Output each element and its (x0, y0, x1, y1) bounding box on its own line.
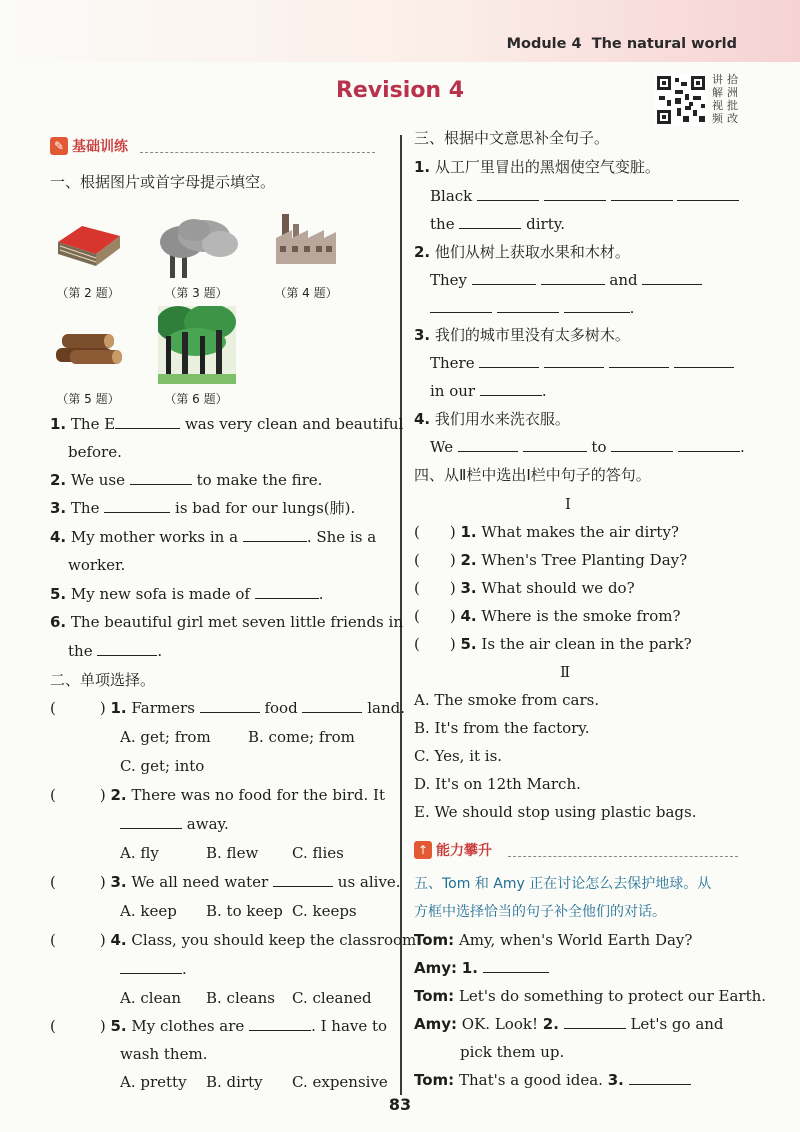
s2-q5: ( ) 5. My clothes are . I have to (50, 1017, 388, 1035)
section4-heading: 四、从Ⅱ栏中选出Ⅰ栏中句子的答句。 (414, 466, 651, 484)
answer-blank[interactable] (255, 584, 319, 599)
s2-q1: ( ) 1. Farmers food land. (50, 699, 406, 717)
badge-label: 能力攀升 (436, 843, 492, 859)
s4-answer-e: E. We should stop using plastic bags. (414, 803, 697, 821)
caption-3: （第 3 题） (164, 286, 228, 300)
page-number: 83 (388, 1095, 412, 1114)
answer-blank[interactable] (249, 1016, 311, 1031)
s2-q5-option-b[interactable]: B. dirty (206, 1073, 263, 1091)
s1-q1: 1. The E was very clean and beautiful (50, 415, 404, 433)
pencil-icon: ✎ (50, 137, 68, 155)
s2-q1-option-a[interactable]: A. get; from (120, 728, 211, 746)
s2-q2-cont: away. (120, 814, 229, 834)
answer-blank[interactable] (120, 814, 182, 829)
qr-caption: 讲 拾 解 洲 视 批 频 改 (712, 73, 738, 125)
answer-blank[interactable] (200, 698, 260, 713)
factory-image (270, 210, 340, 268)
caption-5: （第 5 题） (56, 392, 120, 406)
header-band (0, 0, 800, 62)
s2-q2-option-c[interactable]: C. flies (292, 844, 344, 862)
answer-paren[interactable] (56, 873, 100, 887)
s3-q4-line1: We to . (430, 438, 745, 456)
answer-blank[interactable] (243, 527, 307, 542)
s2-q2-option-b[interactable]: B. flew (206, 844, 259, 862)
answer-paren[interactable] (56, 699, 100, 713)
book-image (52, 222, 122, 268)
s3-q3-line1: There (430, 353, 734, 373)
s2-q4-cont: . (120, 959, 187, 979)
answer-paren[interactable] (420, 551, 450, 565)
section5-heading-2: 方框中选择恰当的句子补全他们的对话。 (414, 904, 666, 920)
answer-paren[interactable] (56, 931, 100, 945)
s4-answer-c: C. Yes, it is. (414, 747, 503, 765)
s4-q4: ( ) 4. Where is the smoke from? (414, 607, 681, 625)
s4-q5: ( ) 5. Is the air clean in the park? (414, 635, 692, 653)
s2-q5-option-a[interactable]: A. pretty (120, 1073, 187, 1091)
caption-2: （第 2 题） (56, 286, 120, 300)
basic-training-badge (50, 136, 128, 156)
column-2-label: Ⅱ (560, 663, 571, 681)
badge-underline (140, 152, 375, 153)
page-title: Revision 4 (335, 78, 465, 103)
ability-badge (414, 840, 492, 860)
s1-q1-cont: before. (68, 443, 122, 461)
rocket-icon: ↑ (414, 841, 432, 859)
s2-q3: ( ) 3. We all need water us alive. (50, 873, 401, 891)
answer-paren[interactable] (56, 1017, 100, 1031)
answer-blank[interactable] (115, 414, 180, 429)
answer-blank[interactable] (273, 872, 333, 887)
dialog-line-3: Tom: Let's do something to protect our Earth. (414, 987, 767, 1005)
s4-answer-a: A. The smoke from cars. (414, 691, 600, 709)
s4-answer-d: D. It's on 12th March. (414, 775, 581, 793)
s2-q4: ( ) 4. Class, you should keep the classroom (50, 931, 417, 949)
answer-paren[interactable] (420, 523, 450, 537)
caption-4: （第 4 题） (274, 286, 338, 300)
answer-blank[interactable] (483, 958, 549, 973)
s4-q1: ( ) 1. What makes the air dirty? (414, 523, 679, 541)
s1-q4: 4. My mother works in a . She is a (50, 528, 377, 546)
s1-q2: 2. We use to make the fire. (50, 471, 323, 489)
s2-q4-option-b[interactable]: B. cleans (206, 989, 275, 1007)
s2-q3-option-a[interactable]: A. keep (120, 902, 177, 920)
dialog-line-2: Amy: 1. (414, 958, 549, 978)
caption-6: （第 6 题） (164, 392, 228, 406)
section1-heading: 一、根据图片或首字母提示填空。 (50, 173, 276, 191)
answer-blank[interactable] (120, 959, 182, 974)
s2-q1-option-c[interactable]: C. get; into (120, 757, 205, 775)
module-label: Module 4 (506, 36, 582, 52)
s4-q3: ( ) 3. What should we do? (414, 579, 635, 597)
s1-q6: 6. The beautiful girl met seven little friends in (50, 613, 403, 631)
s2-q1-option-b[interactable]: B. come; from (248, 728, 355, 746)
s3-q2-line1: They and (430, 270, 702, 290)
column-1-label: Ⅰ (565, 495, 571, 513)
dialog-line-4-cont: pick them up. (460, 1043, 565, 1061)
answer-blank[interactable] (302, 698, 362, 713)
s3-q1-cn: 1. 从工厂里冒出的黑烟使空气变脏。 (414, 158, 660, 176)
badge-label: 基础训练 (72, 139, 128, 155)
s3-q1-line1: Black (430, 186, 739, 206)
s3-q3-cn: 3. 我们的城市里没有太多树木。 (414, 326, 630, 344)
answer-blank[interactable] (130, 470, 192, 485)
s2-q3-option-b[interactable]: B. to keep (206, 902, 283, 920)
answer-blank[interactable] (564, 1014, 626, 1029)
forest-image (158, 306, 236, 384)
module-header (507, 36, 737, 52)
s1-q4-cont: worker. (68, 556, 126, 574)
section2-heading: 二、单项选择。 (50, 671, 156, 689)
dialog-line-1: Tom: Amy, when's World Earth Day? (414, 931, 693, 949)
answer-paren[interactable] (420, 635, 450, 649)
s4-q2: ( ) 2. When's Tree Planting Day? (414, 551, 688, 569)
badge-underline (508, 856, 738, 857)
dialog-line-5: Tom: That's a good idea. 3. (414, 1070, 691, 1090)
answer-paren[interactable] (420, 579, 450, 593)
answer-blank[interactable] (629, 1070, 691, 1085)
answer-blank[interactable] (104, 498, 170, 513)
s1-q3: 3. The is bad for our lungs(肺). (50, 499, 356, 517)
s1-q5: 5. My new sofa is made of . (50, 585, 324, 603)
s2-q5-option-c[interactable]: C. expensive (292, 1073, 388, 1091)
s3-q1-line2: the dirty. (430, 215, 565, 233)
smoke-image (152, 212, 240, 280)
section3-heading: 三、根据中文意思补全句子。 (414, 129, 610, 147)
s2-q4-option-a[interactable]: A. clean (120, 989, 182, 1007)
qr-code-icon[interactable] (655, 74, 707, 126)
s4-answer-b: B. It's from the factory. (414, 719, 590, 737)
s2-q5-cont: wash them. (120, 1045, 208, 1063)
s3-q3-line2: in our . (430, 382, 547, 400)
s2-q3-option-c[interactable]: C. keeps (292, 902, 357, 920)
answer-blank[interactable] (97, 641, 157, 656)
wood-logs-image (54, 330, 124, 370)
dialog-line-4: Amy: OK. Look! 2. Let's go and (414, 1015, 724, 1033)
section5-heading-1: 五、Tom 和 Amy 正在讨论怎么去保护地球。从 (414, 876, 712, 892)
answer-paren[interactable] (56, 786, 100, 800)
s2-q2-option-a[interactable]: A. fly (120, 844, 159, 862)
answer-paren[interactable] (420, 607, 450, 621)
topic-label: The natural world (591, 36, 737, 52)
s1-q6-cont: the . (68, 642, 163, 660)
s3-q4-cn: 4. 我们用水来洗衣服。 (414, 410, 570, 428)
s2-q4-option-c[interactable]: C. cleaned (292, 989, 372, 1007)
s3-q2-cn: 2. 他们从树上获取水果和木材。 (414, 243, 630, 261)
s3-q2-line2: . (430, 298, 634, 318)
s2-q2: ( ) 2. There was no food for the bird. It (50, 786, 385, 804)
